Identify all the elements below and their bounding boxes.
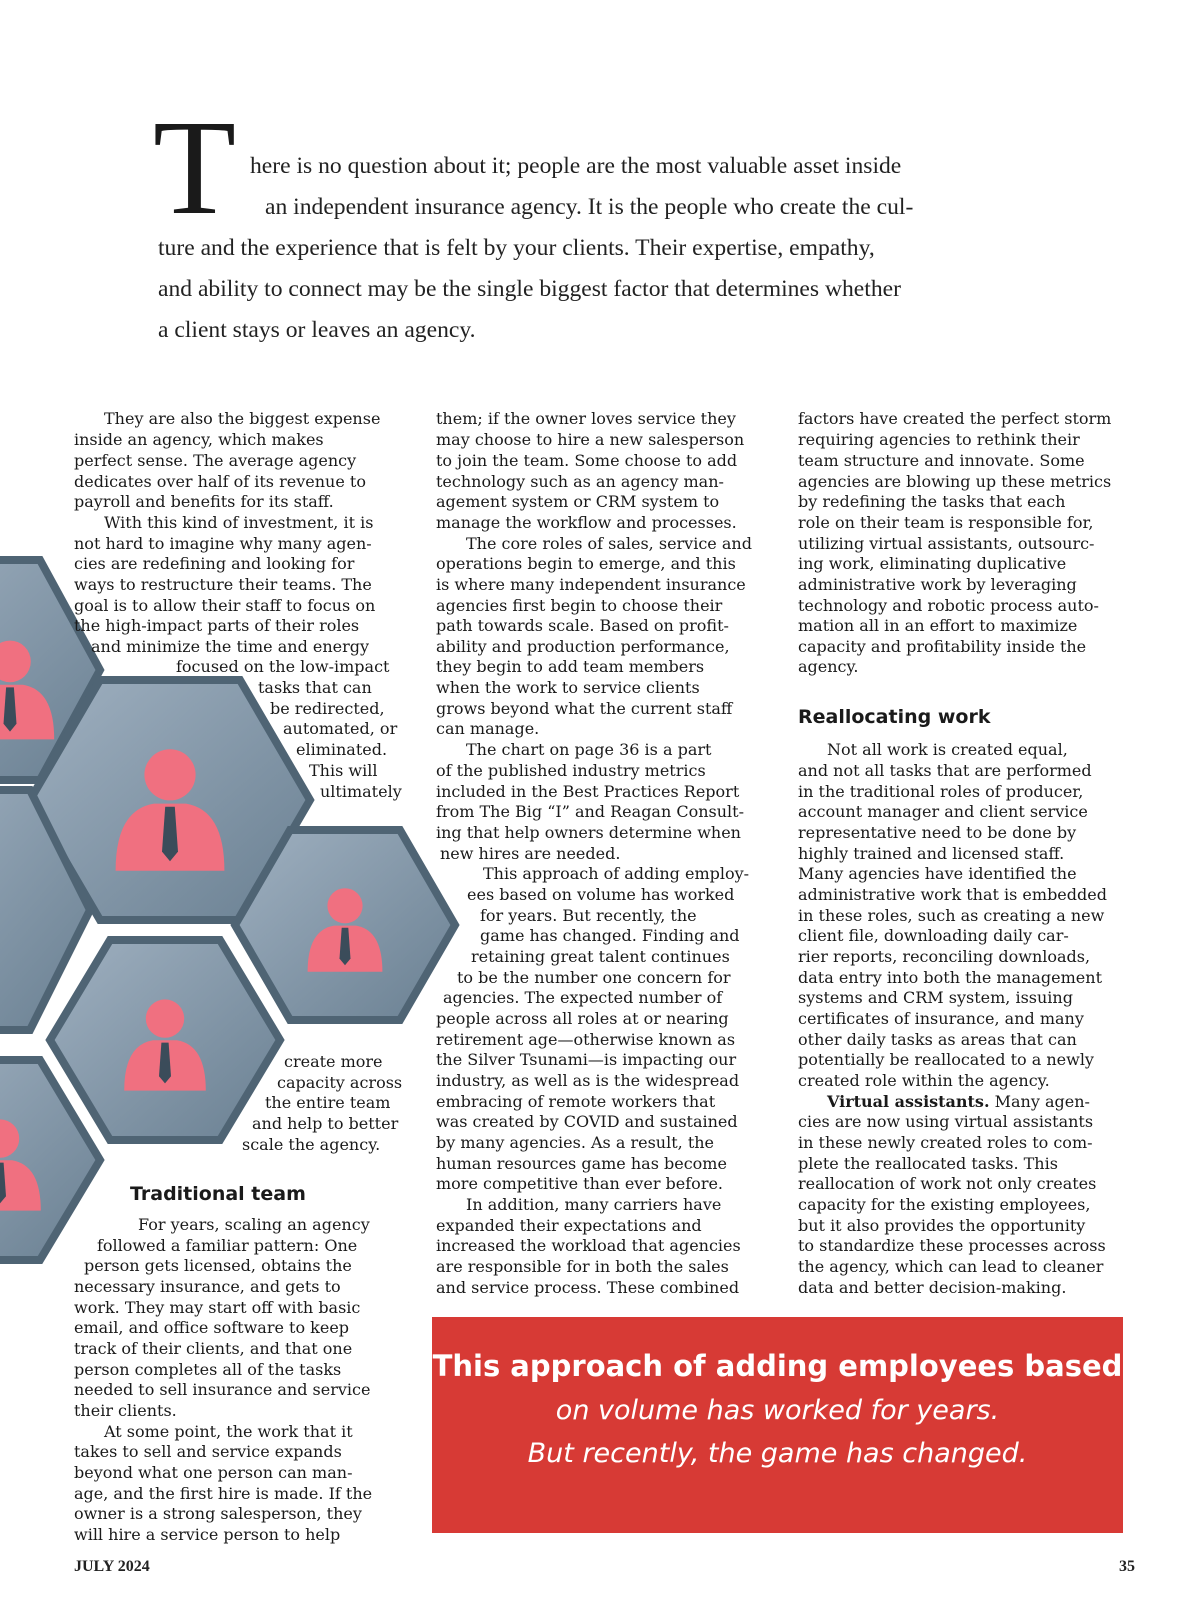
text-line: increased the workload that agencies xyxy=(436,1236,741,1255)
text-line: utilizing virtual assistants, outsourc- xyxy=(798,534,1095,553)
text-line: ways to restructure their teams. The xyxy=(74,575,372,594)
text-line: owner is a strong salesperson, they xyxy=(74,1504,362,1523)
text-line: embracing of remote workers that xyxy=(436,1092,716,1111)
text-line: age, and the first hire is made. If the xyxy=(74,1484,373,1503)
text-line: expanded their expectations and xyxy=(436,1216,702,1235)
text-line: requiring agencies to rethink their xyxy=(798,430,1080,449)
text-line: operations begin to emerge, and this xyxy=(436,554,736,573)
text-line: Not all work is created equal, xyxy=(827,740,1068,759)
text-line: technology such as an agency man- xyxy=(436,472,724,491)
text-line: This will xyxy=(309,761,378,780)
text-line: goal is to allow their staff to focus on xyxy=(74,596,376,615)
text-run: Many agen- xyxy=(989,1092,1090,1111)
run-in-heading-virtual-assistants: Virtual assistants. xyxy=(827,1092,990,1111)
text-line: The chart on page 36 is a part xyxy=(466,740,712,759)
text-line: At some point, the work that it xyxy=(104,1422,353,1441)
intro-line: ture and the experience that is felt by your clients. Their expertise, empathy, xyxy=(158,235,875,261)
text-line: followed a familiar pattern: One xyxy=(97,1236,358,1255)
text-line: them; if the owner loves service they xyxy=(436,409,736,428)
text-line: people across all roles at or nearing xyxy=(436,1009,729,1028)
text-line: and service process. These combined xyxy=(436,1278,740,1297)
pull-quote-line: This approach of adding employees based xyxy=(432,1349,1123,1383)
drop-cap: T xyxy=(153,93,237,243)
footer-date: JULY 2024 xyxy=(74,1558,150,1575)
text-line: necessary insurance, and gets to xyxy=(74,1277,341,1296)
intro-line: an independent insurance agency. It is the people who create the cul- xyxy=(265,194,914,220)
text-line: by many agencies. As a result, the xyxy=(436,1133,715,1152)
text-line: factors have created the perfect storm xyxy=(798,409,1112,428)
text-line: the entire team xyxy=(265,1093,391,1112)
text-line: be redirected, xyxy=(270,699,385,718)
text-line: administrative work that is embedded xyxy=(798,885,1107,904)
text-line: beyond what one person can man- xyxy=(74,1463,353,1482)
text-line: administrative work by leveraging xyxy=(798,575,1077,594)
text-line: perfect sense. The average agency xyxy=(74,451,357,470)
text-line: may choose to hire a new salesperson xyxy=(436,430,745,449)
pull-quote-line: on volume has worked for years. xyxy=(555,1395,1000,1426)
text-line: rier reports, reconciling downloads, xyxy=(798,947,1091,966)
text-line: and not all tasks that are performed xyxy=(798,761,1092,780)
text-line: the Silver Tsunami—is impacting our xyxy=(436,1050,737,1069)
text-line: manage the workflow and processes. xyxy=(436,513,737,532)
text-line: team structure and innovate. Some xyxy=(798,451,1085,470)
text-line: human resources game has become xyxy=(436,1154,727,1173)
text-line: capacity across xyxy=(277,1073,403,1092)
intro-line: a client stays or leaves an agency. xyxy=(158,317,476,343)
intro-line: and ability to connect may be the single biggest factor that determines whether xyxy=(158,276,901,302)
text-line: focused on the low-impact xyxy=(176,657,390,676)
text-line: capacity for the existing employees, xyxy=(798,1195,1091,1214)
text-line: ultimately xyxy=(320,782,402,801)
text-line: but it also provides the opportunity xyxy=(798,1216,1086,1235)
text-line: They are also the biggest expense xyxy=(104,409,381,428)
pull-quote-box xyxy=(432,1317,1123,1533)
text-line: game has changed. Finding and xyxy=(480,926,740,945)
text-line: the agency, which can lead to cleaner xyxy=(798,1257,1104,1276)
text-line: ing that help owners determine when xyxy=(436,823,741,842)
text-line: certificates of insurance, and many xyxy=(798,1009,1084,1028)
text-line: eliminated. xyxy=(296,740,388,759)
text-line: is where many independent insurance xyxy=(436,575,746,594)
text-line: The core roles of sales, service and xyxy=(466,534,752,553)
text-line: technology and robotic process auto- xyxy=(798,596,1099,615)
text-line: are responsible for in both the sales xyxy=(436,1257,729,1276)
text-line: ees based on volume has worked xyxy=(467,885,735,904)
text-line: data and better decision-making. xyxy=(798,1278,1067,1297)
text-line: dedicates over half of its revenue to xyxy=(74,472,366,491)
pull-quote-line: But recently, the game has changed. xyxy=(527,1438,1028,1469)
text-line: in the traditional roles of producer, xyxy=(798,782,1084,801)
text-line: capacity and profitability inside the xyxy=(798,637,1087,656)
text-line: industry, as well as is the widespread xyxy=(436,1071,740,1090)
text-line: agencies are blowing up these metrics xyxy=(798,472,1112,491)
text-line: email, and office software to keep xyxy=(74,1318,350,1337)
text-line: automated, or xyxy=(283,719,398,738)
text-line: potentially be reallocated to a newly xyxy=(798,1050,1094,1069)
text-line xyxy=(827,1092,1090,1113)
text-line: their clients. xyxy=(74,1401,177,1420)
text-line: systems and CRM system, issuing xyxy=(798,988,1073,1007)
text-line: person gets licensed, obtains the xyxy=(84,1256,352,1275)
text-line: client file, downloading daily car- xyxy=(798,926,1069,945)
text-line: inside an agency, which makes xyxy=(74,430,324,449)
text-line: grows beyond what the current staff xyxy=(436,699,733,718)
text-line: and help to better xyxy=(252,1114,399,1133)
text-line: in these roles, such as creating a new xyxy=(798,906,1105,925)
text-line: of the published industry metrics xyxy=(436,761,706,780)
text-line: new hires are needed. xyxy=(440,844,621,863)
section-heading-reallocating-work: Reallocating work xyxy=(798,706,991,728)
text-line: more competitive than ever before. xyxy=(436,1174,724,1193)
text-line: representative need to be done by xyxy=(798,823,1077,842)
text-line: will hire a service person to help xyxy=(74,1525,341,1544)
text-line: not hard to imagine why many agen- xyxy=(74,534,372,553)
text-line: can manage. xyxy=(436,719,540,738)
text-line: payroll and benefits for its staff. xyxy=(74,492,334,511)
text-line: create more xyxy=(284,1052,383,1071)
text-line: With this kind of investment, it is xyxy=(104,513,374,532)
text-line: role on their team is responsible for, xyxy=(798,513,1094,532)
text-line: cies are now using virtual assistants xyxy=(798,1112,1094,1131)
text-line: from The Big “I” and Reagan Consult- xyxy=(436,802,745,821)
text-line: cies are redefining and looking for xyxy=(74,554,355,573)
text-line: person completes all of the tasks xyxy=(74,1360,342,1379)
text-line: This approach of adding employ- xyxy=(483,864,750,883)
text-line: In addition, many carriers have xyxy=(466,1195,722,1214)
text-line: agencies first begin to choose their xyxy=(436,596,723,615)
text-line: created role within the agency. xyxy=(798,1071,1050,1090)
page-number: 35 xyxy=(1119,1558,1135,1575)
text-line: the high-impact parts of their roles xyxy=(74,616,360,635)
text-line: path towards scale. Based on profit- xyxy=(436,616,729,635)
text-line: account manager and client service xyxy=(798,802,1088,821)
text-line: mation all in an effort to maximize xyxy=(798,616,1078,635)
text-line: tasks that can xyxy=(258,678,372,697)
text-line: For years, scaling an agency xyxy=(138,1215,370,1234)
text-line: ability and production performance, xyxy=(436,637,730,656)
section-heading-traditional-team: Traditional team xyxy=(130,1183,306,1205)
text-line: and minimize the time and energy xyxy=(91,637,370,656)
text-line: was created by COVID and sustained xyxy=(436,1112,738,1131)
text-line: takes to sell and service expands xyxy=(74,1442,342,1461)
text-line: track of their clients, and that one xyxy=(74,1339,353,1358)
text-line: agement system or CRM system to xyxy=(436,492,720,511)
text-line: needed to sell insurance and service xyxy=(74,1380,371,1399)
intro-line: here is no question about it; people are the most valuable asset inside xyxy=(250,153,902,179)
text-line: data entry into both the management xyxy=(798,968,1103,987)
text-line: reallocation of work not only creates xyxy=(798,1174,1097,1193)
text-line: to standardize these processes across xyxy=(798,1236,1106,1255)
text-line: to join the team. Some choose to add xyxy=(436,451,738,470)
text-line: plete the reallocated tasks. This xyxy=(798,1154,1058,1173)
text-line: other daily tasks as areas that can xyxy=(798,1030,1077,1049)
text-line: ing work, eliminating duplicative xyxy=(798,554,1067,573)
text-line: Many agencies have identified the xyxy=(798,864,1077,883)
text-line: agency. xyxy=(798,657,859,676)
text-line: to be the number one concern for xyxy=(457,968,731,987)
text-line: they begin to add team members xyxy=(436,657,705,676)
text-line: for years. But recently, the xyxy=(480,906,697,925)
text-line: when the work to service clients xyxy=(436,678,700,697)
text-line: agencies. The expected number of xyxy=(443,988,723,1007)
text-line: by redefining the tasks that each xyxy=(798,492,1066,511)
text-line: work. They may start off with basic xyxy=(74,1298,361,1317)
hexagon-tile xyxy=(50,940,280,1140)
text-line: in these newly created roles to com- xyxy=(798,1133,1093,1152)
text-line: scale the agency. xyxy=(242,1135,381,1154)
text-line: retirement age—otherwise known as xyxy=(436,1030,736,1049)
text-line: included in the Best Practices Report xyxy=(436,782,740,801)
text-line: highly trained and licensed staff. xyxy=(798,844,1065,863)
text-line: retaining great talent continues xyxy=(471,947,730,966)
